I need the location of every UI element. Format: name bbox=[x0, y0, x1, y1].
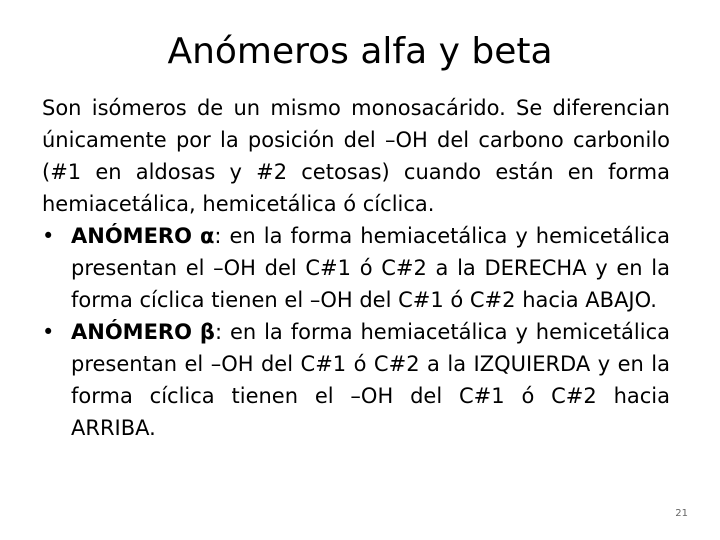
page-number: 21 bbox=[675, 508, 688, 519]
alpha-symbol: α bbox=[199, 224, 215, 248]
slide-title: Anómeros alfa y beta bbox=[167, 31, 553, 72]
bullet-beta-term: ANÓMERO bbox=[71, 320, 192, 344]
bullet-beta-anomer bbox=[42, 316, 670, 444]
bullet-alpha-term: ANÓMERO bbox=[71, 224, 192, 248]
bullet-dot-icon: • bbox=[42, 224, 55, 248]
bullet-alpha-anomer bbox=[42, 220, 670, 316]
beta-symbol: β bbox=[199, 320, 215, 344]
bullet-list bbox=[42, 220, 670, 444]
slide-body bbox=[42, 92, 670, 444]
bullet-beta-text: : en la forma hemiacetálica y hemicetálica presentan el –OH del C#1 ó C#2 a la IZQUIERDA y en la forma cíclica tienen el –OH del C#1 ó C#2 hacia ARRIBA. bbox=[71, 320, 670, 440]
bullet-alpha-text: : en la forma hemiacetálica y hemicetálica presentan el –OH del C#1 ó C#2 a la DERECHA y en la forma cíclica tienen el –OH del C#1 ó C#2 hacia ABAJO. bbox=[71, 224, 670, 312]
bullet-dot-icon: • bbox=[42, 320, 55, 344]
intro-paragraph: Son isómeros de un mismo monosacárido. Se diferencian únicamente por la posición del –OH del carbono carbonilo (#1 en aldosas y #2 cetosas) cuando están en forma hemiacetálica, hemicetálica ó cíclica. bbox=[42, 96, 670, 216]
